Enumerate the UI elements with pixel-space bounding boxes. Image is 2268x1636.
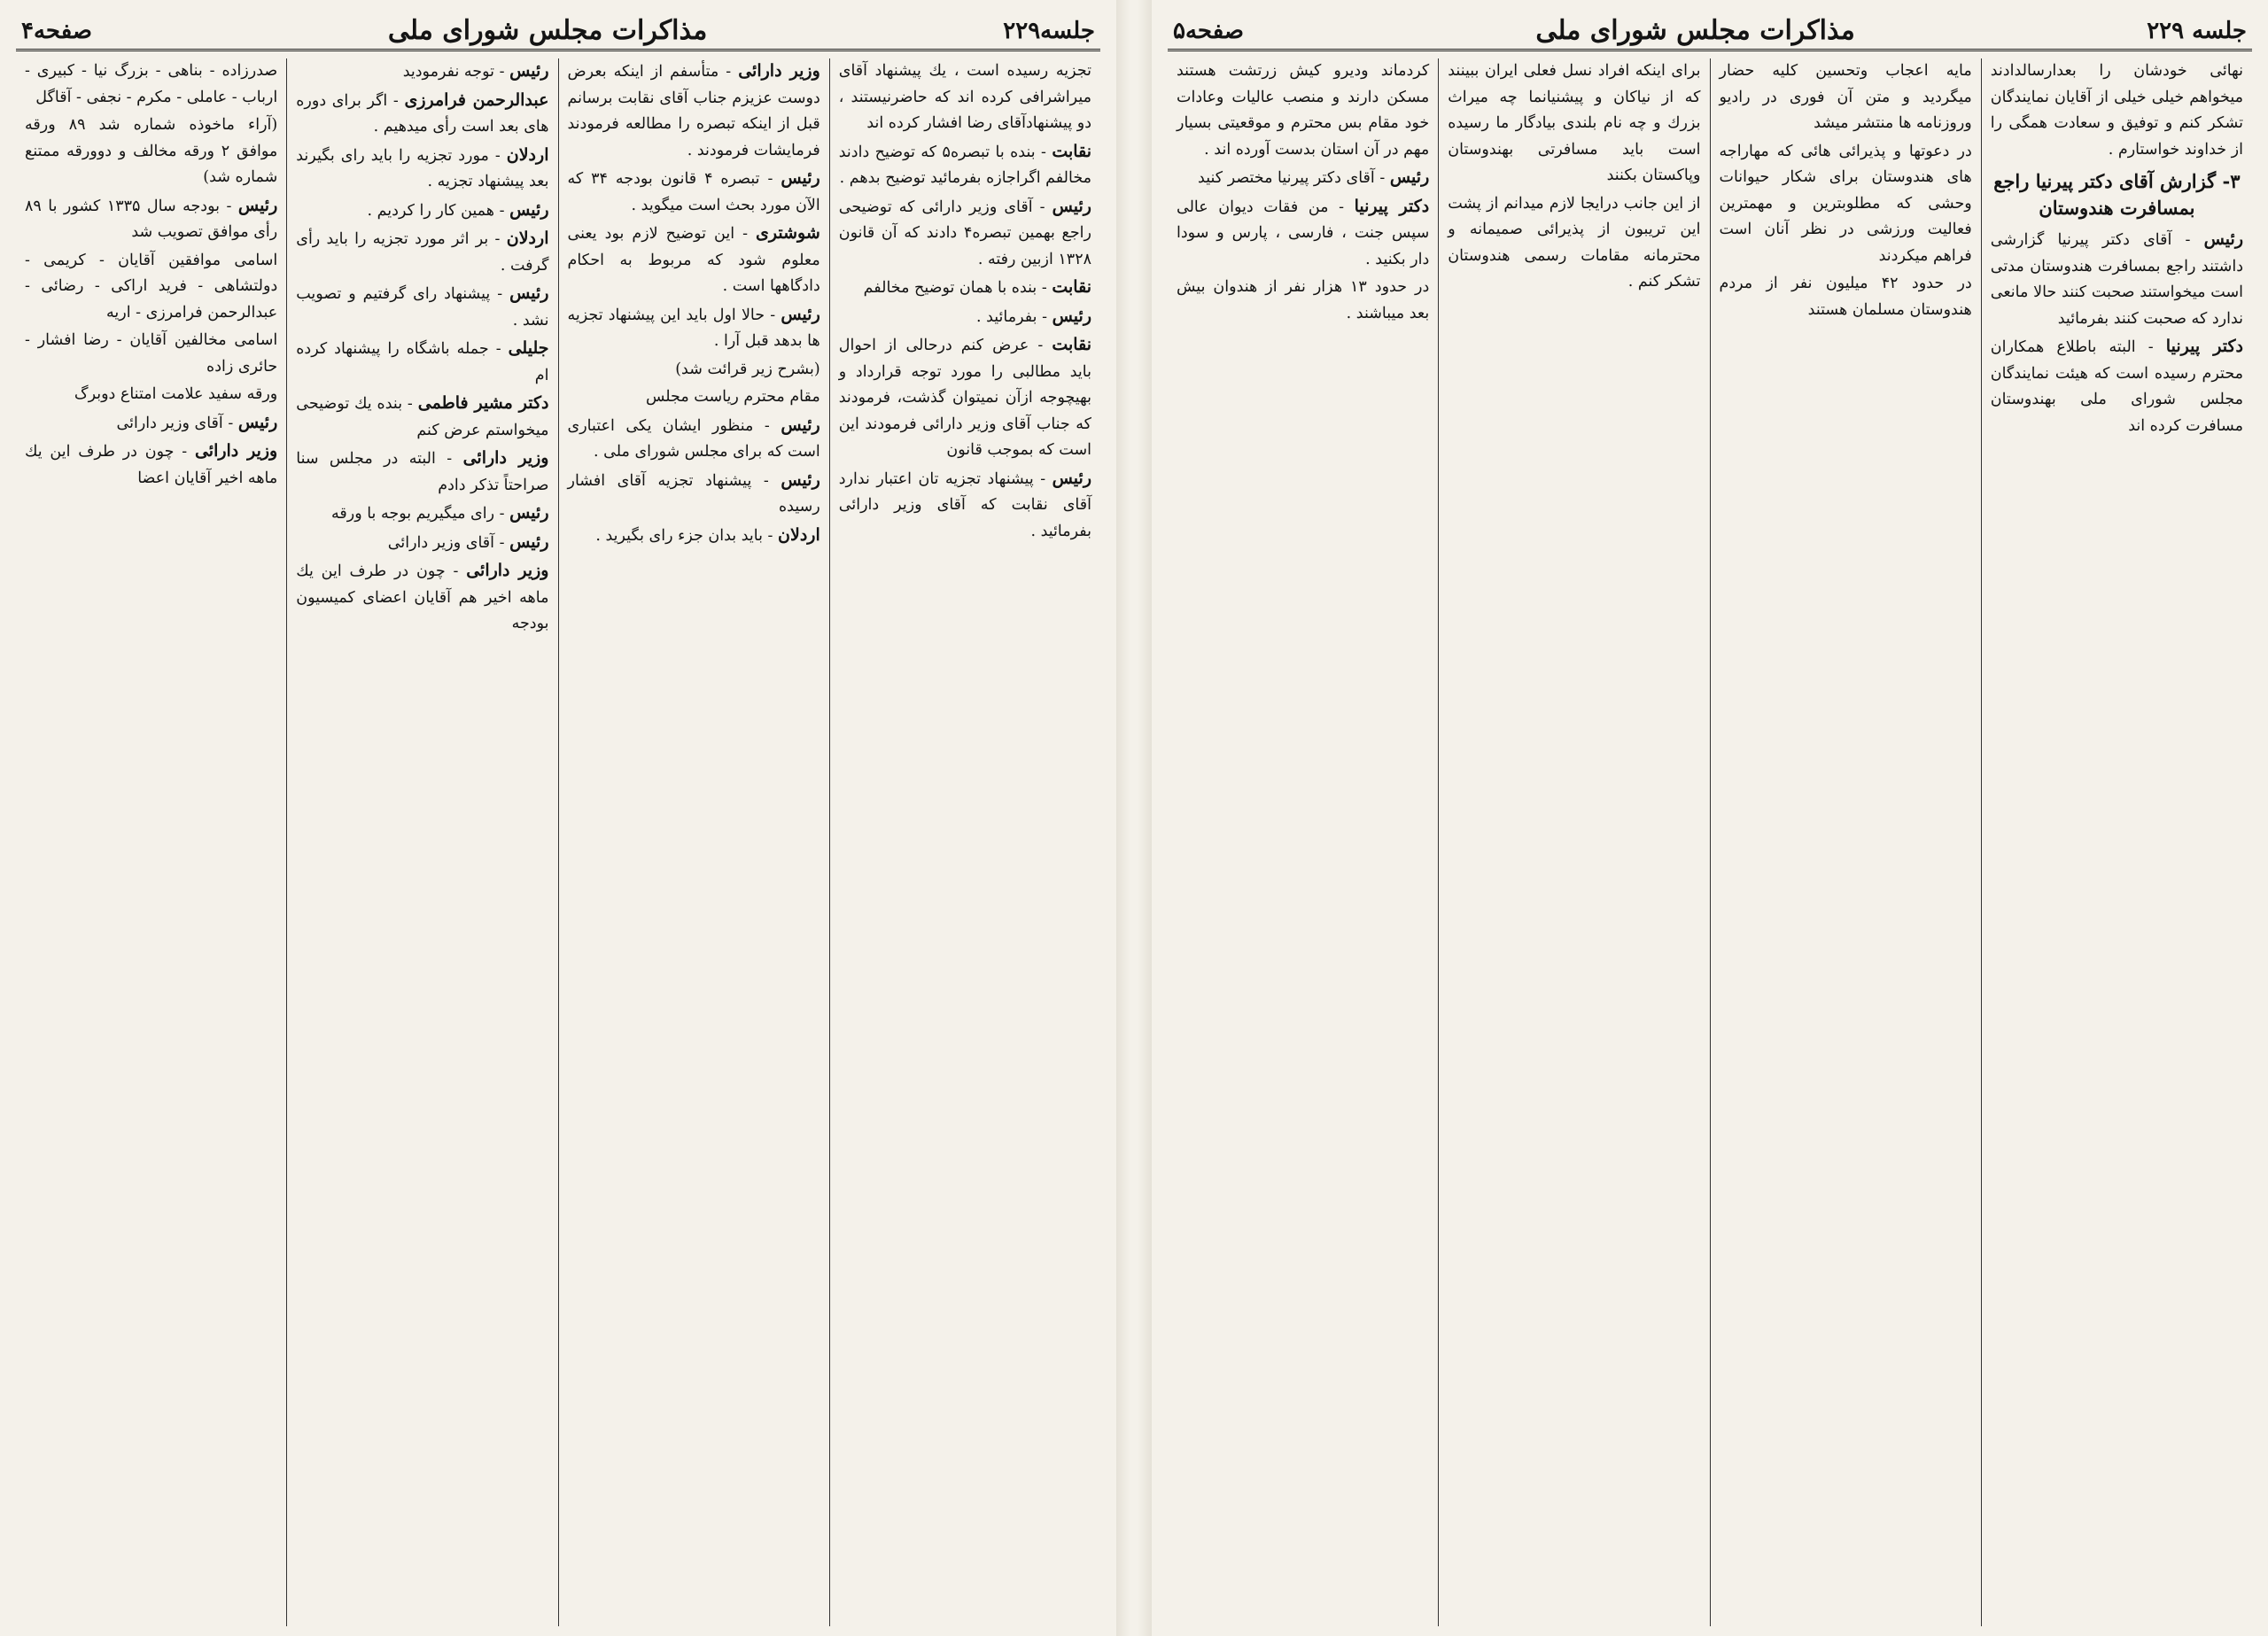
- paragraph: [568, 413, 820, 466]
- right-page-header: [16, 12, 1100, 51]
- speaker-name: رئیس: [509, 283, 549, 303]
- left-page: [1152, 0, 2268, 1636]
- speaker-name: دکتر مشیر فاطمی: [417, 393, 549, 413]
- left-page-number: صفحه۵: [1173, 17, 1244, 44]
- paragraph: [296, 281, 548, 334]
- paragraph: [839, 194, 1091, 274]
- paragraph-text: - پیشنهاد تجزیه تان اعتبار ندارد آقای نقابت که آقای وزیر دارائی بفرمائید .: [838, 469, 1091, 540]
- paragraph: [568, 357, 820, 384]
- paragraph: [1991, 334, 2243, 439]
- paragraph: [25, 193, 277, 246]
- paragraph: [1720, 139, 1972, 270]
- speaker-name: رئیس: [781, 168, 820, 188]
- paragraph-text: برای اینکه افراد نسل فعلی ایران ببینند که از نیاکان و پیشنیانما چه میراث بزرك و چه نام بلندی بیادگار ما رسیده است باید مسافرتی بهندوستان وپاکستان بکنند: [1448, 62, 1701, 184]
- speaker-name: رئیس: [237, 412, 278, 432]
- paragraph: [839, 466, 1091, 546]
- paragraph-text: - عرض کنم درحالی از احوال باید مطالبی را مورد توجه قرارداد و بهیچوجه ازآن نمیتوان گذشت، فرمودند که جناب آقای وزیر دارائی فرمودند این است که بموجب قانون: [838, 337, 1091, 459]
- paragraph: [568, 468, 820, 521]
- paragraph-text: - منظور ایشان یکی اعتباری است که برای مجلس شورای ملی .: [567, 416, 820, 461]
- speaker-name: رئیس: [509, 199, 549, 220]
- paragraph-text: (آراء ماخوذه شماره شد ۸۹ ورقه موافق ۲ ورقه مخالف و دوورقه ممتنع شماره شد): [25, 116, 278, 186]
- paragraph-text: - همین کار را کردیم .: [367, 201, 505, 220]
- paragraph: [25, 112, 277, 191]
- paragraph: [568, 384, 820, 411]
- paragraph: [839, 304, 1091, 331]
- paragraph-text: - این توضیح لازم بود یعنی معلوم شود که مربوط به احکام دادگاهها است .: [567, 225, 820, 295]
- paragraph: [296, 446, 548, 499]
- paragraph-text: - بنده یك توضیحی میخواستم عرض کنم: [296, 395, 549, 439]
- paragraph-text: از این جانب درایجا لازم میدانم از پشت این تریبون از پذیرائی صمیمانه و محترمانه مقامات رسمی هندوستان تشکر کنم .: [1448, 194, 1701, 291]
- paragraph-text: ورقه سفید علامت امتناع دوبرگ: [74, 385, 278, 403]
- speaker-name: جلیلی: [508, 338, 549, 358]
- paragraph-text: - باید بدان جزء رای بگیرید .: [595, 526, 773, 545]
- speaker-name: رئیس: [2203, 229, 2243, 249]
- paragraph: [296, 336, 548, 389]
- paragraph: [1177, 194, 1429, 274]
- speaker-name: رئیس: [1052, 306, 1091, 326]
- paragraph: [296, 198, 548, 225]
- left-page-column-3: [1438, 58, 1709, 1626]
- paragraph: [25, 410, 277, 438]
- speaker-name: رئیس: [509, 503, 549, 523]
- paragraph-text: - آقای وزیر دارائی: [116, 414, 234, 432]
- speaker-name: رئیس: [1052, 196, 1091, 216]
- speaker-name: دکتر پیرنیا: [2165, 337, 2244, 356]
- paragraph: [568, 221, 820, 300]
- paragraph-text: - آقای دکتر پیرنیا مختصر کنید: [1198, 169, 1386, 187]
- speaker-name: رئیس: [237, 195, 278, 215]
- speaker-name: نقابت: [1052, 141, 1091, 161]
- left-page-column-1: [1981, 58, 2252, 1626]
- paragraph: [839, 275, 1091, 302]
- paragraph-text: - آقای وزیر دارائی که توضیحی راجع بهمین تبصره۴ دادند که آن قانون ۱۳۲۸ ازبین رفته .: [838, 198, 1091, 268]
- paragraph-text: - تبصره ۴ قانون بودجه ۳۴ که الآن مورد بحث است میگوید .: [567, 170, 820, 214]
- left-page-header: [1168, 12, 2252, 51]
- paragraph: [25, 58, 277, 111]
- paragraph-text: در حدود ۴۲ میلیون نفر از مردم هندوستان مسلمان هستند: [1719, 275, 1972, 319]
- paragraph-text: - متأسفم از اینکه بعرض دوست عزیزم جناب آقای نقابت برسانم قبل از اینکه تبصره را مطالعه فرمودند فرمایشات فرمودند .: [567, 63, 820, 159]
- paragraph: [839, 139, 1091, 192]
- paragraph-text: - بفرمائید .: [975, 307, 1047, 326]
- paragraph: [296, 88, 548, 141]
- paragraph: [1448, 58, 1700, 190]
- right-page-column-2: [558, 58, 829, 1626]
- paragraph: [296, 500, 548, 528]
- paragraph: [1991, 58, 2243, 163]
- paragraph: [839, 332, 1091, 464]
- left-page-column-2: [1710, 58, 1981, 1626]
- right-page-title: مذاکرات مجلس شورای ملی: [387, 15, 708, 46]
- left-page-column-4: [1168, 58, 1438, 1626]
- paragraph: [296, 558, 548, 638]
- paragraph-text: - چون در طرف این یك ماهه اخیر آقایان اعضا: [25, 443, 278, 487]
- paragraph: [296, 391, 548, 444]
- paragraph: [568, 302, 820, 355]
- speaker-name: رئیس: [781, 304, 820, 324]
- paragraph-text: نهائی خودشان را بعدارسالدادند میخواهم خیلی خیلی از آقایان نمایندگان تشکر کنم و توفیق و سعادت همگی را از خداوند خواستارم .: [1990, 62, 2243, 159]
- right-session-number: جلسه۲۲۹: [1003, 17, 1095, 44]
- paragraph-text: - آقای وزیر دارائی: [387, 533, 505, 552]
- speaker-name: رئیس: [781, 415, 820, 435]
- speaker-name: عبدالرحمن فرامرزی: [404, 89, 549, 110]
- paragraph-text: در دعوتها و پذیرائی هائی که مهاراجه های هندوستان برای شکار حیوانات وحشی که مطلوبترین و مهمترین فعالیت ورزشی در نظر آنان است فراهم میکردند: [1719, 142, 1972, 265]
- paragraph-text: - بنده با همان توضیح مخالفم: [863, 279, 1047, 297]
- paragraph-text: (بشرح زیر قرائت شد): [675, 360, 820, 378]
- paragraph: [1177, 165, 1429, 192]
- paragraph-text: - البته باطلاع همکاران محترم رسیده است که هیئت نمایندگان مجلس شورای ملی بهندوستان مسافرت کرده اند: [1990, 338, 2243, 435]
- left-page-title: مذاکرات مجلس شورای ملی: [1535, 15, 1855, 46]
- paragraph: [1177, 275, 1429, 327]
- paragraph: [1991, 227, 2243, 332]
- right-page-columns: [16, 58, 1100, 1626]
- speaker-name: دکتر پیرنیا: [1354, 196, 1430, 216]
- right-page-number: صفحه۴: [21, 17, 92, 44]
- paragraph-text: - بر اثر مورد تجزیه را باید رأی گرفت .: [296, 230, 549, 275]
- paragraph: [296, 530, 548, 557]
- speaker-name: رئیس: [1052, 468, 1091, 488]
- paragraph-text: - بنده با تبصره۵ که توضیح دادند مخالفم اگراجازه بفرمائید توضیح بدهم .: [838, 143, 1091, 187]
- paragraph-text: در حدود ۱۳ هزار نفر از هندوان بیش بعد میباشند .: [1177, 278, 1430, 322]
- speaker-name: وزیر دارائی: [194, 441, 278, 461]
- paragraph-text: - جمله باشگاه را پیشنهاد کرده ام: [296, 340, 549, 384]
- paragraph: [568, 523, 820, 550]
- paragraph-text: تجزیه رسیده است ، یك پیشنهاد آقای میراشرافی کرده اند که حاضرنیستند ، دو پیشنهادآقای رضا افشار کرده اند: [838, 62, 1091, 132]
- left-page-columns: [1168, 58, 2252, 1626]
- speaker-name: رئیس: [509, 531, 549, 552]
- paragraph: [568, 166, 820, 219]
- paragraph: [25, 382, 277, 408]
- paragraph: [25, 328, 277, 380]
- paragraph: [296, 58, 548, 86]
- left-session-number: جلسه ۲۲۹: [2147, 17, 2247, 44]
- paragraph-text: صدرزاده - بناهی - بزرگ نیا - کبیری - ارباب - عاملی - مکرم - نجفی - آقاگل: [25, 62, 278, 106]
- paragraph-text: - بودجه سال ۱۳۳۵ کشور با ۸۹ رأی موافق تصویب شد: [25, 197, 278, 241]
- paragraph: [296, 143, 548, 196]
- paragraph: [568, 58, 820, 164]
- paragraph-text: مقام محترم ریاست مجلس: [645, 388, 820, 406]
- paragraph-text: - مورد تجزیه را باید رای بگیرند بعد پیشنهاد تجزیه .: [296, 146, 549, 190]
- right-page-column-1: [829, 58, 1100, 1626]
- speaker-name: وزیر دارائی: [738, 61, 820, 81]
- page-gutter: [1116, 0, 1152, 1636]
- paragraph: [1720, 58, 1972, 137]
- paragraph-text: - توجه نفرمودید: [402, 63, 505, 81]
- paragraph-text: - من فقات دیوان عالی سپس جنت ، فارسی ، پارس و سودا دار بکنید .: [1177, 198, 1430, 268]
- right-page: [0, 0, 1116, 1636]
- paragraph-text: مایه اعجاب وتحسین کلیه حضار میگردید و متن آن فوری در رادیو وروزنامه ها منتشر میشد: [1719, 62, 1972, 132]
- speaker-name: شوشتری: [756, 223, 820, 243]
- speaker-name: رئیس: [1389, 167, 1430, 187]
- speaker-name: رئیس: [781, 469, 820, 490]
- speaker-name: اردلان: [506, 144, 549, 165]
- right-page-column-4: [16, 58, 286, 1626]
- right-page-column-3: [286, 58, 557, 1626]
- paragraph-text: - اگر برای دوره های بعد است رأی میدهیم .: [296, 91, 549, 136]
- speaker-name: نقابت: [1052, 335, 1091, 354]
- section-heading: ۳- گزارش آقای دکتر پیرنیا راجع بمسافرت هندوستان: [1993, 170, 2241, 219]
- speaker-name: رئیس: [509, 61, 549, 81]
- paragraph: [1448, 191, 1700, 296]
- paragraph-text: اسامی مخالفین آقایان - رضا افشار - حائری زاده: [25, 331, 278, 376]
- paragraph-text: - چون در طرف این یك ماهه اخیر هم آقایان اعضای کمیسیون بودجه: [296, 562, 549, 632]
- paragraph: [1720, 271, 1972, 323]
- speaker-name: اردلان: [506, 229, 549, 248]
- paragraph: [1177, 58, 1429, 163]
- paragraph-text: - پیشنهاد تجزیه آقای افشار رسیده: [567, 471, 820, 516]
- paragraph: [25, 438, 277, 492]
- speaker-name: وزیر دارائی: [466, 561, 549, 580]
- paragraph: [296, 226, 548, 279]
- paragraph: [25, 248, 277, 327]
- paragraph-text: - البته در مجلس سنا صراحتاً تذکر دادم: [296, 450, 549, 494]
- paragraph-text: - حالا اول باید این پیشنهاد تجزیه ها بدهد قبل آرا .: [567, 306, 820, 350]
- paragraph-text: کردماند ودیرو کیش زرتشت هستند مسکن دارند و منصب عالیات وعادات خود مقام بس محترم و موقعیتی بسیار مهم در آن استان بدست آورده اند .: [1177, 62, 1430, 159]
- speaker-name: وزیر دارائی: [462, 448, 549, 468]
- paragraph: [839, 58, 1091, 137]
- paragraph-text: - آقای دکتر پیرنیا گزارشی داشتند راجع بمسافرت هندوستان مدتی است میخواستند صحبت کنند حالا مانعی ندارد که صحبت کنند بفرمائید: [1990, 231, 2243, 328]
- paragraph-text: - پیشنهاد رای گرفتیم و تصویب نشد .: [296, 285, 549, 330]
- paragraph-text: - رای میگیریم بوجه با ورقه: [331, 505, 505, 523]
- speaker-name: اردلان: [778, 524, 820, 545]
- speaker-name: نقابت: [1052, 277, 1091, 297]
- paragraph-text: اسامی موافقین آقایان - کریمی - دولتشاهی - فرید اراکی - رضائی - عبدالرحمن فرامرزی - اریه: [25, 251, 278, 322]
